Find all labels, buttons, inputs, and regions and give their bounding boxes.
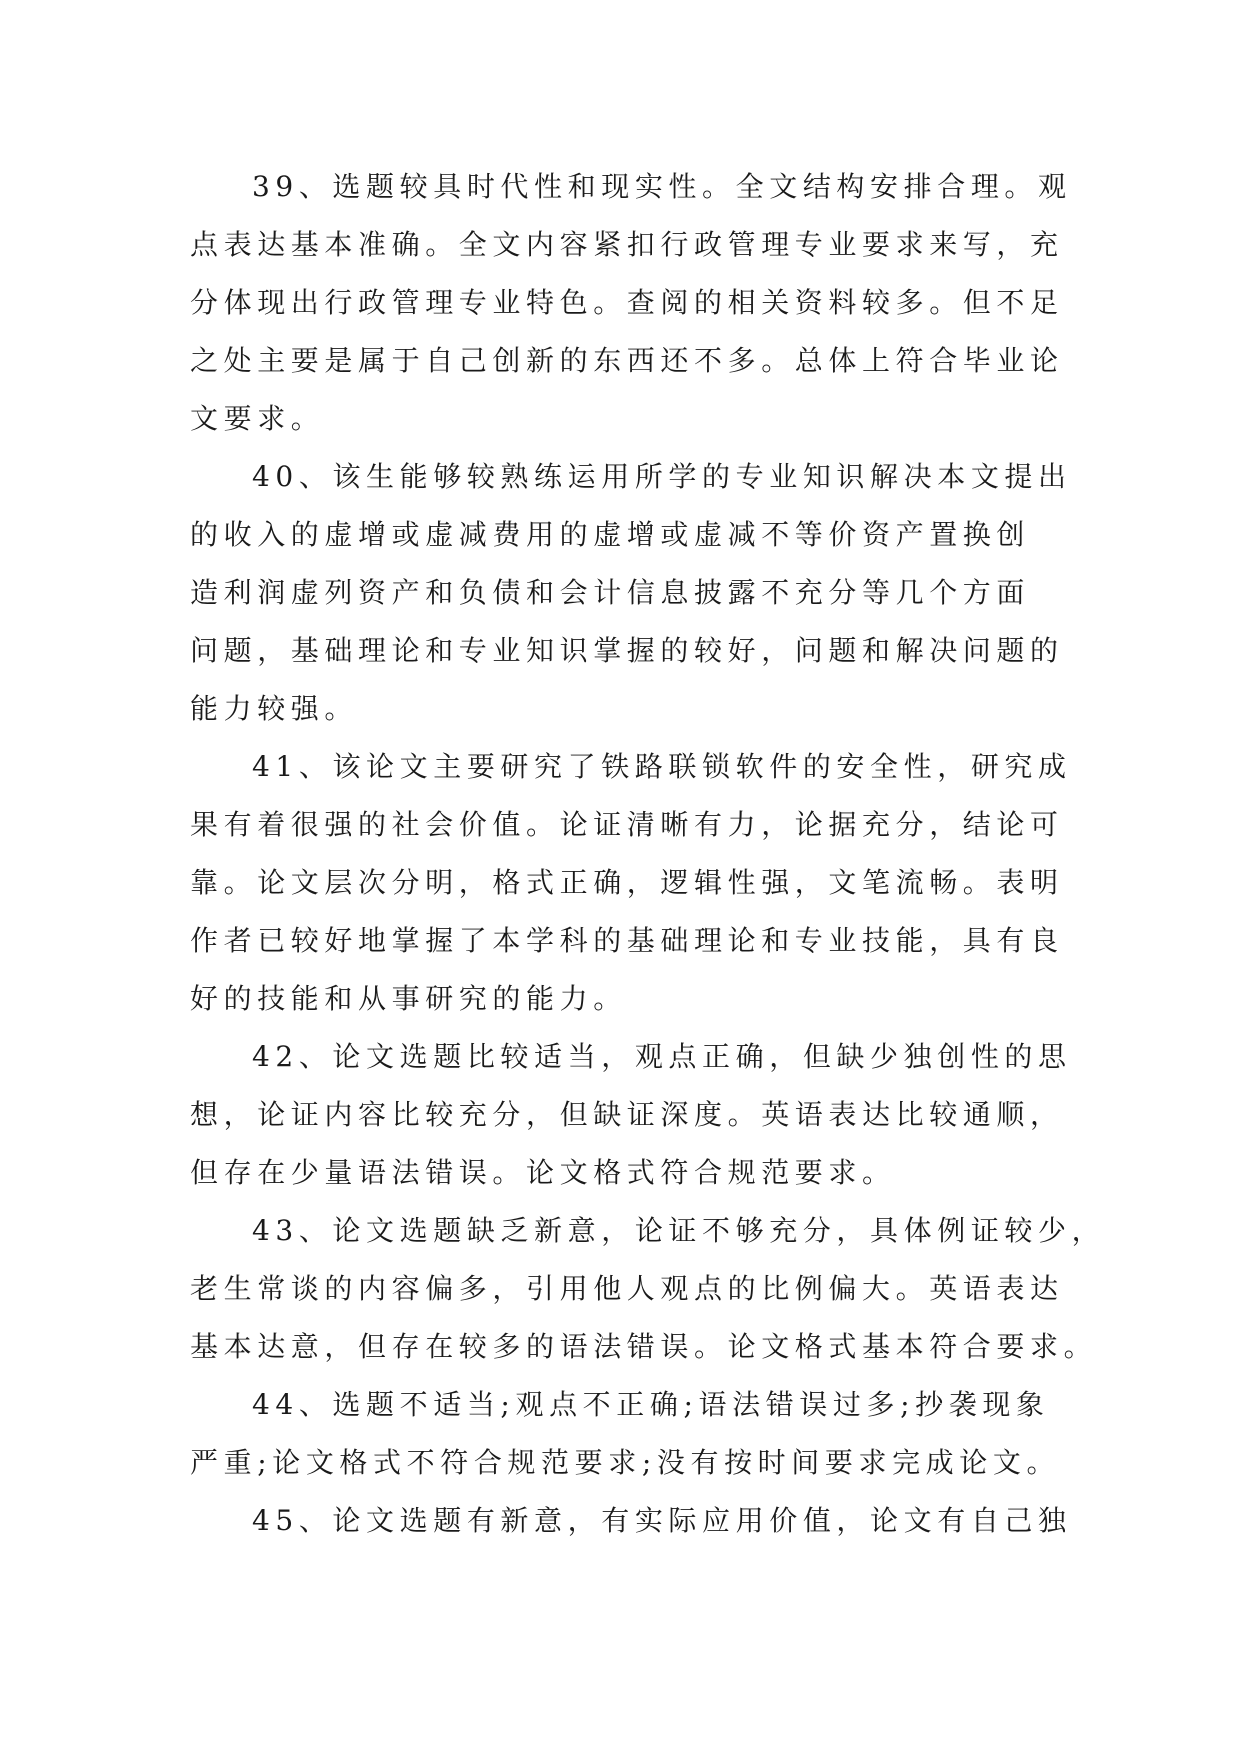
paragraph-line: 好的技能和从事研究的能力。	[190, 982, 627, 1015]
paragraph-line: 39、选题较具时代性和现实性。全文结构安排合理。观	[252, 170, 1072, 203]
paragraph-line: 能力较强。	[190, 692, 359, 725]
paragraph-line: 基本达意，但存在较多的语法错误。论文格式基本符合要求。	[190, 1330, 1098, 1363]
paragraph-line: 42、论文选题比较适当，观点正确，但缺少独创性的思	[252, 1040, 1072, 1073]
paragraph-40	[190, 448, 1072, 738]
paragraph-line: 之处主要是属于自己创新的东西还不多。总体上符合毕业论	[190, 344, 1064, 377]
paragraph-line: 靠。论文层次分明，格式正确，逻辑性强，文笔流畅。表明	[190, 866, 1064, 899]
paragraph-line: 老生常谈的内容偏多，引用他人观点的比例偏大。英语表达	[190, 1272, 1064, 1305]
paragraph-42	[190, 1028, 1072, 1202]
paragraph-41	[190, 738, 1072, 1028]
paragraph-line: 44、选题不适当;观点不正确;语法错误过多;抄袭现象	[252, 1388, 1050, 1421]
paragraph-line: 分体现出行政管理专业特色。查阅的相关资料较多。但不足	[190, 286, 1064, 319]
paragraph-line: 造利润虚列资产和负债和会计信息披露不充分等几个方面	[190, 576, 1031, 609]
document-body	[190, 158, 1106, 1550]
paragraph-line: 想，论证内容比较充分，但缺证深度。英语表达比较通顺，	[190, 1098, 1064, 1131]
paragraph-39	[190, 158, 1072, 448]
paragraph-43	[190, 1202, 1106, 1376]
paragraph-line: 45、论文选题有新意，有实际应用价值，论文有自己独	[252, 1504, 1072, 1537]
paragraph-line: 的收入的虚增或虚减费用的虚增或虚减不等价资产置换创	[190, 518, 1031, 551]
paragraph-line: 点表达基本准确。全文内容紧扣行政管理专业要求来写，充	[190, 228, 1064, 261]
paragraph-line: 但存在少量语法错误。论文格式符合规范要求。	[190, 1156, 896, 1189]
paragraph-line: 文要求。	[190, 402, 325, 435]
paragraph-line: 40、该生能够较熟练运用所学的专业知识解决本文提出	[252, 460, 1072, 493]
paragraph-line: 严重;论文格式不符合规范要求;没有按时间要求完成论文。	[190, 1446, 1061, 1479]
paragraph-line: 43、论文选题缺乏新意，论证不够充分，具体例证较少，	[252, 1214, 1106, 1247]
paragraph-line: 果有着很强的社会价值。论证清晰有力，论据充分，结论可	[190, 808, 1064, 841]
paragraph-line: 作者已较好地掌握了本学科的基础理论和专业技能，具有良	[190, 924, 1064, 957]
paragraph-44	[190, 1376, 1061, 1492]
paragraph-line: 问题，基础理论和专业知识掌握的较好，问题和解决问题的	[190, 634, 1064, 667]
paragraph-line: 41、该论文主要研究了铁路联锁软件的安全性，研究成	[252, 750, 1072, 783]
paragraph-45	[190, 1492, 1072, 1550]
